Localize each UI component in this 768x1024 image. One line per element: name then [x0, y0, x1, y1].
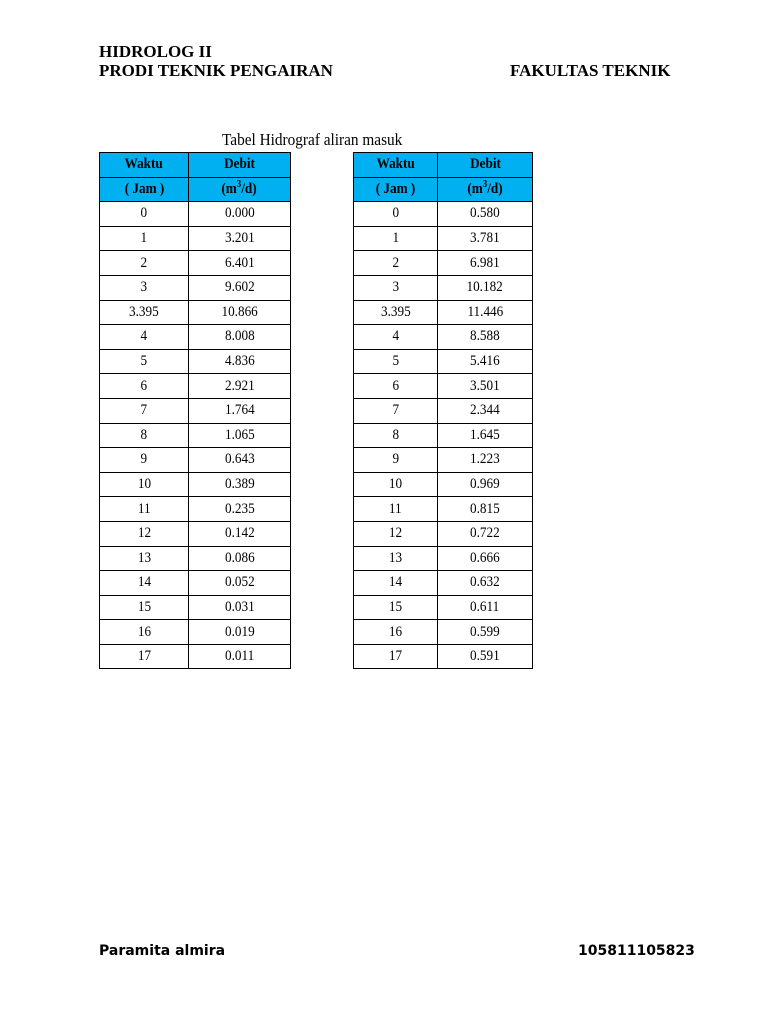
table-row	[354, 448, 533, 473]
table-row	[100, 398, 291, 423]
table-row	[354, 300, 533, 325]
debit-cell: 10.182	[438, 275, 533, 300]
table-row	[100, 423, 291, 448]
waktu-cell: 3	[100, 275, 189, 300]
waktu-cell: 7	[100, 398, 189, 423]
table-row	[100, 448, 291, 473]
debit-cell: 0.011	[189, 644, 291, 669]
table-row	[100, 521, 291, 546]
debit-cell: 0.969	[438, 472, 533, 497]
table-row	[100, 644, 291, 669]
faculty-title: FAKULTAS TEKNIK	[510, 61, 671, 80]
table-row	[354, 374, 533, 399]
waktu-cell: 11	[100, 497, 189, 522]
table-row	[100, 595, 291, 620]
debit-cell: 0.031	[189, 595, 291, 620]
debit-cell: 0.599	[438, 620, 533, 645]
waktu-cell: 9	[354, 448, 438, 473]
col-unit-waktu: ( Jam )	[354, 177, 438, 202]
debit-cell: 0.815	[438, 497, 533, 522]
student-id: 105811105823	[578, 943, 695, 959]
table-row	[354, 521, 533, 546]
waktu-cell: 3.395	[354, 300, 438, 325]
debit-cell: 11.446	[438, 300, 533, 325]
waktu-cell: 10	[354, 472, 438, 497]
debit-cell: 0.235	[189, 497, 291, 522]
waktu-cell: 8	[354, 423, 438, 448]
table-row	[100, 300, 291, 325]
table-row	[354, 202, 533, 227]
waktu-cell: 0	[100, 202, 189, 227]
author-name: Paramita almira	[99, 943, 226, 959]
waktu-cell: 4	[100, 325, 189, 350]
waktu-cell: 6	[354, 374, 438, 399]
program-title: PRODI TEKNIK PENGAIRAN	[99, 61, 333, 80]
table-row	[354, 595, 533, 620]
debit-cell: 1.645	[438, 423, 533, 448]
table-row	[354, 644, 533, 669]
header-row	[100, 153, 291, 178]
hydrograph-table-right	[353, 152, 533, 669]
debit-cell: 0.086	[189, 546, 291, 571]
debit-cell: 3.781	[438, 226, 533, 251]
waktu-cell: 3.395	[100, 300, 189, 325]
waktu-cell: 1	[100, 226, 189, 251]
debit-cell: 6.401	[189, 251, 291, 276]
debit-cell: 0.389	[189, 472, 291, 497]
debit-cell: 0.722	[438, 521, 533, 546]
table-row	[354, 497, 533, 522]
debit-cell: 9.602	[189, 275, 291, 300]
waktu-cell: 0	[354, 202, 438, 227]
waktu-cell: 15	[100, 595, 189, 620]
waktu-cell: 7	[354, 398, 438, 423]
debit-cell: 8.588	[438, 325, 533, 350]
debit-cell: 1.065	[189, 423, 291, 448]
waktu-cell: 6	[100, 374, 189, 399]
table-row	[354, 226, 533, 251]
table-row	[354, 546, 533, 571]
waktu-cell: 11	[354, 497, 438, 522]
debit-cell: 0.580	[438, 202, 533, 227]
waktu-cell: 16	[100, 620, 189, 645]
debit-cell: 2.921	[189, 374, 291, 399]
waktu-cell: 16	[354, 620, 438, 645]
table-row	[100, 546, 291, 571]
table-row	[100, 571, 291, 596]
table-row	[354, 571, 533, 596]
table-row	[100, 472, 291, 497]
waktu-cell: 14	[100, 571, 189, 596]
debit-cell: 0.591	[438, 644, 533, 669]
table-row	[354, 472, 533, 497]
hydrograph-table-left	[99, 152, 291, 669]
col-unit-debit: $(m^3/d)$	[189, 177, 291, 202]
col-unit-waktu: ( Jam )	[100, 177, 189, 202]
waktu-cell: 12	[354, 521, 438, 546]
table-row	[100, 349, 291, 374]
debit-cell: 5.416	[438, 349, 533, 374]
debit-cell: 1.764	[189, 398, 291, 423]
table-row	[354, 275, 533, 300]
debit-cell: 3.201	[189, 226, 291, 251]
table-row	[100, 620, 291, 645]
debit-cell: 0.142	[189, 521, 291, 546]
waktu-cell: 9	[100, 448, 189, 473]
debit-cell: 0.666	[438, 546, 533, 571]
waktu-cell: 2	[354, 251, 438, 276]
table-row	[354, 620, 533, 645]
waktu-cell: 17	[354, 644, 438, 669]
debit-cell: 0.019	[189, 620, 291, 645]
debit-cell: 0.052	[189, 571, 291, 596]
table-row	[100, 325, 291, 350]
table-row	[100, 226, 291, 251]
debit-cell: 10.866	[189, 300, 291, 325]
debit-cell: 2.344	[438, 398, 533, 423]
table-row	[354, 398, 533, 423]
table-row	[100, 202, 291, 227]
debit-cell: 3.501	[438, 374, 533, 399]
table-row	[354, 251, 533, 276]
waktu-cell: 15	[354, 595, 438, 620]
table-caption: Tabel Hidrograf aliran masuk	[222, 130, 403, 149]
table-row	[354, 423, 533, 448]
table-row	[100, 251, 291, 276]
waktu-cell: 14	[354, 571, 438, 596]
col-header-debit: Debit	[189, 153, 291, 178]
table-row	[100, 275, 291, 300]
waktu-cell: 4	[354, 325, 438, 350]
waktu-cell: 13	[354, 546, 438, 571]
course-title: HIDROLOG II	[99, 42, 212, 61]
table-row	[354, 325, 533, 350]
col-unit-debit: $(m^3/d)$	[438, 177, 533, 202]
col-header-debit: Debit	[438, 153, 533, 178]
header-row	[354, 153, 533, 178]
debit-cell: 1.223	[438, 448, 533, 473]
waktu-cell: 8	[100, 423, 189, 448]
col-header-waktu: Waktu	[100, 153, 189, 178]
waktu-cell: 5	[354, 349, 438, 374]
waktu-cell: 12	[100, 521, 189, 546]
debit-cell: 0.611	[438, 595, 533, 620]
waktu-cell: 5	[100, 349, 189, 374]
table-row	[100, 374, 291, 399]
col-header-waktu: Waktu	[354, 153, 438, 178]
waktu-cell: 2	[100, 251, 189, 276]
waktu-cell: 3	[354, 275, 438, 300]
unit-row	[354, 177, 533, 202]
debit-cell: 8.008	[189, 325, 291, 350]
table-row	[354, 349, 533, 374]
waktu-cell: 17	[100, 644, 189, 669]
waktu-cell: 13	[100, 546, 189, 571]
debit-cell: 0.000	[189, 202, 291, 227]
debit-cell: 0.632	[438, 571, 533, 596]
table-row	[100, 497, 291, 522]
debit-cell: 0.643	[189, 448, 291, 473]
unit-row	[100, 177, 291, 202]
waktu-cell: 1	[354, 226, 438, 251]
waktu-cell: 10	[100, 472, 189, 497]
debit-cell: 6.981	[438, 251, 533, 276]
debit-cell: 4.836	[189, 349, 291, 374]
